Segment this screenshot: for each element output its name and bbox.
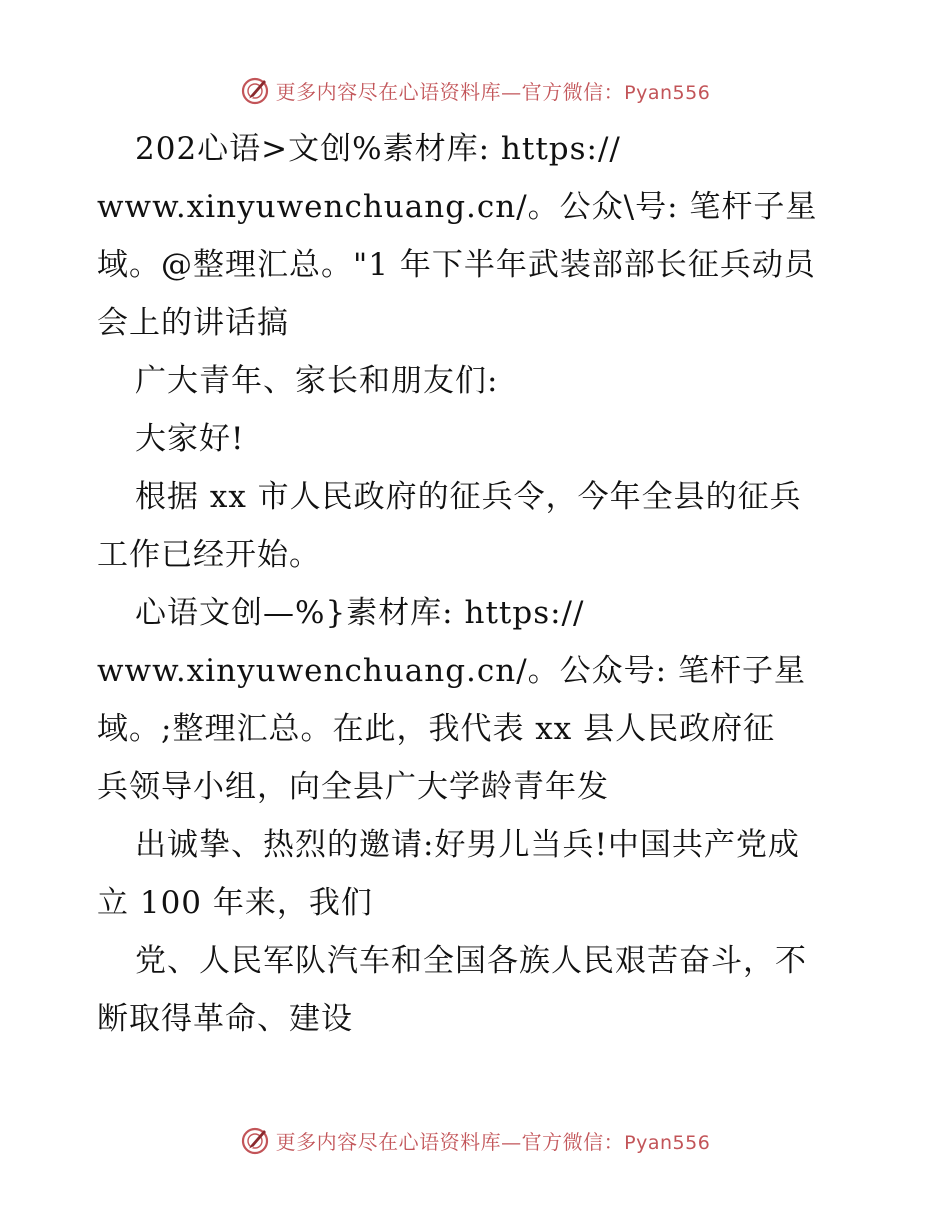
banner-text	[276, 1126, 711, 1155]
document-body	[97, 120, 857, 1048]
body-line: 党、人民军队汽车和全国各族人民艰苦奋斗，不	[135, 943, 807, 979]
banner-slogan: 更多内容尽在心语资料库	[275, 79, 502, 104]
body-line: 心语文创—%}素材库: https://	[135, 595, 585, 631]
pen-logo-icon	[240, 1126, 270, 1156]
body-line: 立 100 年来，我们	[97, 885, 373, 921]
header-banner	[0, 70, 950, 110]
body-line: 域。@整理汇总。"1 年下半年武装部部长征兵动员	[97, 247, 816, 283]
wechat-id: Pyan556	[624, 1131, 711, 1154]
wechat-id: Pyan556	[624, 81, 711, 104]
body-line: 域。;整理汇总。在此，我代表 xx 县人民政府征	[97, 711, 776, 747]
body-line: 断取得革命、建设	[97, 1001, 353, 1037]
banner-slogan: 更多内容尽在心语资料库	[275, 1129, 502, 1154]
body-line: 出诚挚、热烈的邀请:好男儿当兵!中国共产党成	[135, 827, 800, 863]
banner-separator: —	[501, 1129, 522, 1154]
pen-logo-icon	[240, 76, 270, 106]
body-line: 大家好!	[135, 421, 245, 457]
wechat-label: 官方微信：	[521, 1129, 625, 1154]
body-line: www.xinyuwenchuang.cn/。公众\号: 笔杆子星	[97, 189, 818, 225]
body-line: 202心语>文创%素材库: https://	[135, 131, 621, 167]
wechat-label: 官方微信：	[521, 79, 625, 104]
body-line: 根据 xx 市人民政府的征兵令，今年全县的征兵	[135, 479, 802, 515]
body-line: 会上的讲话搞	[97, 305, 289, 341]
footer-banner	[0, 1120, 950, 1160]
body-line: 广大青年、家长和朋友们:	[135, 363, 499, 399]
banner-separator: —	[501, 79, 522, 104]
body-line: 工作已经开始。	[97, 537, 321, 573]
banner-text	[276, 76, 711, 105]
body-line: www.xinyuwenchuang.cn/。公众号: 笔杆子星	[97, 653, 806, 689]
body-line: 兵领导小组，向全县广大学龄青年发	[97, 769, 609, 805]
